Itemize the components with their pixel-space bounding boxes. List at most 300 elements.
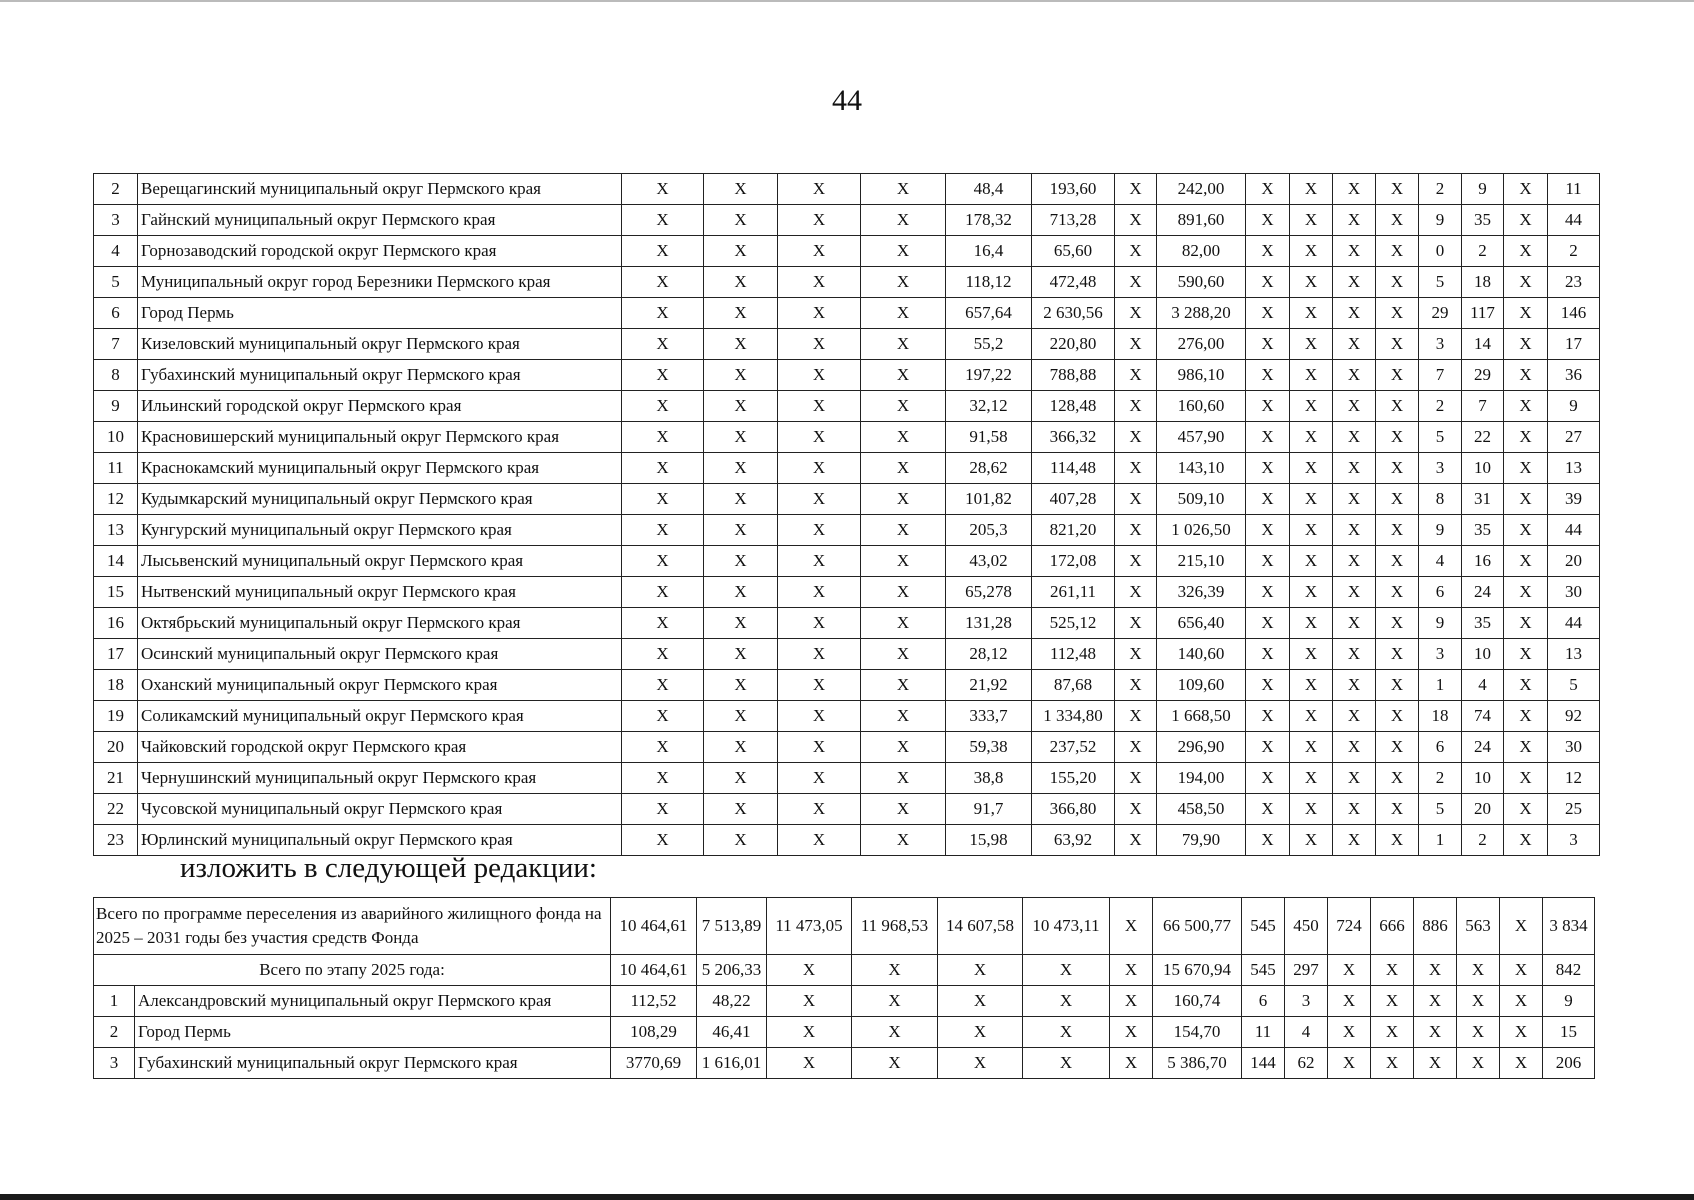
table-cell: 131,28 [946,608,1032,639]
table-cell: X [778,577,861,608]
table-cell: X [704,453,778,484]
table-cell: 112,48 [1032,639,1115,670]
table-cell: 172,08 [1032,546,1115,577]
table-cell: X [861,298,946,329]
table-cell: X [1110,1048,1153,1079]
table-cell: 28,62 [946,453,1032,484]
stage-cell: X [1023,955,1110,986]
table-cell: X [1290,174,1333,205]
table-cell: 143,10 [1157,453,1246,484]
table-cell: 46,41 [697,1017,767,1048]
table-row [94,639,1600,670]
table-cell: 25 [1548,794,1600,825]
table-cell: X [1290,267,1333,298]
table-cell: 91,7 [946,794,1032,825]
table-cell: 35 [1462,205,1504,236]
table-cell: X [852,1017,938,1048]
table-cell: 509,10 [1157,484,1246,515]
table-cell: 39 [1548,484,1600,515]
table-cell: 1 [1419,825,1462,856]
table-cell: X [1376,360,1419,391]
table-cell: X [861,484,946,515]
table-cell: 472,48 [1032,267,1115,298]
table-cell: X [1414,986,1457,1017]
stage-cell: X [1371,955,1414,986]
table-cell: 1 616,01 [697,1048,767,1079]
total-cell: 666 [1371,898,1414,955]
table-cell: 92 [1548,701,1600,732]
table-cell: X [1504,794,1548,825]
table-cell: X [1333,732,1376,763]
table-cell: X [704,267,778,298]
table-cell: X [1457,986,1500,1017]
table-cell: X [704,205,778,236]
stage-cell: 5 206,33 [697,955,767,986]
table-cell: 43,02 [946,546,1032,577]
table-cell: X [1333,701,1376,732]
table-cell: 23 [1548,267,1600,298]
table-cell: X [704,701,778,732]
table-cell: 44 [1548,515,1600,546]
table-cell: 16 [1462,546,1504,577]
table-cell: X [1333,639,1376,670]
table-cell: 3 [1285,986,1328,1017]
table-cell: X [1371,986,1414,1017]
total-cell: 886 [1414,898,1457,955]
table-cell: X [1333,205,1376,236]
table-cell: X [1290,639,1333,670]
table-cell: X [778,422,861,453]
table-cell: X [861,732,946,763]
table-cell: 8 [1419,484,1462,515]
municipality-name: Муниципальный округ город Березники Пермского края [138,267,622,298]
row-number: 16 [94,608,138,639]
table-cell: 9 [1419,608,1462,639]
table-cell: 9 [1543,986,1595,1017]
table-cell: X [1333,360,1376,391]
table-cell: 20 [1462,794,1504,825]
total-cell: 10 473,11 [1023,898,1110,955]
stage-cell: X [1500,955,1543,986]
table-row [94,453,1600,484]
table-cell: X [1333,763,1376,794]
table-cell: X [1246,391,1290,422]
row-number: 7 [94,329,138,360]
table-cell: X [704,484,778,515]
table-cell: X [1333,484,1376,515]
table-cell: X [1115,360,1157,391]
table-cell: X [938,1017,1023,1048]
row-number: 13 [94,515,138,546]
total-cell: X [1110,898,1153,955]
table-cell: 205,3 [946,515,1032,546]
table-cell: 6 [1419,732,1462,763]
table-row [94,670,1600,701]
table-cell: X [1290,391,1333,422]
table-cell: 2 630,56 [1032,298,1115,329]
table-cell: 101,82 [946,484,1032,515]
stage-cell: X [1414,955,1457,986]
municipality-name: Октябрьский муниципальный округ Пермского края [138,608,622,639]
table-cell: X [778,391,861,422]
table-cell: X [1290,577,1333,608]
table-cell: X [861,825,946,856]
table-cell: X [1376,608,1419,639]
table-cell: 1 026,50 [1157,515,1246,546]
municipality-name: Кунгурский муниципальный округ Пермского края [138,515,622,546]
table-cell: X [1246,360,1290,391]
table-row [94,236,1600,267]
total-cell: 11 968,53 [852,898,938,955]
table-cell: X [704,608,778,639]
municipality-name: Кизеловский муниципальный округ Пермского края [138,329,622,360]
table-cell: X [1376,329,1419,360]
table-cell: X [1290,546,1333,577]
municipality-name: Ильинский городской округ Пермского края [138,391,622,422]
municipality-name: Нытвенский муниципальный округ Пермского края [138,577,622,608]
table-cell: X [1504,453,1548,484]
table-cell: X [861,670,946,701]
table-cell: 821,20 [1032,515,1115,546]
total-cell: 3 834 [1543,898,1595,955]
total-cell: 724 [1328,898,1371,955]
table-cell: X [704,546,778,577]
table-cell: 9 [1462,174,1504,205]
table-row [94,174,1600,205]
table-cell: X [1500,986,1543,1017]
row-number: 15 [94,577,138,608]
table-cell: X [1246,577,1290,608]
table-cell: 62 [1285,1048,1328,1079]
table-cell: 7 [1462,391,1504,422]
table-cell: X [778,236,861,267]
table-cell: X [1246,174,1290,205]
table-cell: X [778,794,861,825]
table-cell: X [778,205,861,236]
table-row [94,515,1600,546]
row-number: 21 [94,763,138,794]
table-cell: 590,60 [1157,267,1246,298]
table-cell: X [704,732,778,763]
table-cell: X [622,174,704,205]
table-cell: X [1246,825,1290,856]
total-cell: 11 473,05 [767,898,852,955]
table-cell: 3 [1419,639,1462,670]
table-cell: X [778,453,861,484]
table-cell: 261,11 [1032,577,1115,608]
table-cell: X [1115,453,1157,484]
table-row [94,763,1600,794]
row-number: 12 [94,484,138,515]
table-cell: 5 386,70 [1153,1048,1242,1079]
table-cell: X [704,174,778,205]
table-cell: X [1376,298,1419,329]
table-cell: X [1333,453,1376,484]
table-cell: X [1376,794,1419,825]
municipality-name: Краснокамский муниципальный округ Пермского края [138,453,622,484]
stage-cell: X [852,955,938,986]
table-cell: X [1333,608,1376,639]
table-cell: 74 [1462,701,1504,732]
table-cell: 30 [1548,732,1600,763]
table-cell: X [1115,515,1157,546]
page-number: 44 [832,84,862,117]
table-cell: 36 [1548,360,1600,391]
table-cell: X [1500,1048,1543,1079]
table-row [94,484,1600,515]
program-total-label: Всего по программе переселения из аварийного жилищного фонда на 2025 – 2031 годы без участия средств Фонда [94,898,611,955]
municipality-name: Губахинский муниципальный округ Пермского края [135,1048,611,1079]
table-cell: 3 288,20 [1157,298,1246,329]
table-cell: X [861,236,946,267]
table-cell: X [1376,546,1419,577]
table-cell: X [622,577,704,608]
scan-top-edge [0,0,1694,2]
table-cell: 2 [1419,391,1462,422]
row-number: 9 [94,391,138,422]
table-cell: X [1376,577,1419,608]
total-cell: 66 500,77 [1153,898,1242,955]
table-cell: 29 [1462,360,1504,391]
row-number: 17 [94,639,138,670]
table-cell: X [1504,298,1548,329]
table-cell: X [1333,825,1376,856]
table-cell: X [778,670,861,701]
table-cell: X [861,763,946,794]
table-cell: 5 [1419,422,1462,453]
table-cell: X [1246,236,1290,267]
row-number: 22 [94,794,138,825]
table-cell: 112,52 [611,986,697,1017]
table-cell: X [778,329,861,360]
table-cell: X [1290,515,1333,546]
table-cell: X [1115,732,1157,763]
table-cell: X [1290,298,1333,329]
table-cell: 16,4 [946,236,1032,267]
table-cell: X [704,236,778,267]
stage-cell: 545 [1242,955,1285,986]
table-cell: X [1414,1017,1457,1048]
table-cell: X [1115,267,1157,298]
table-cell: 24 [1462,577,1504,608]
municipality-name: Горнозаводский городской округ Пермского края [138,236,622,267]
municipality-name: Верещагинский муниципальный округ Пермского края [138,174,622,205]
municipality-name: Губахинский муниципальный округ Пермского края [138,360,622,391]
table-cell: X [622,422,704,453]
table-cell: 21,92 [946,670,1032,701]
table-cell: X [1246,205,1290,236]
total-cell: 7 513,89 [697,898,767,955]
table-cell: 160,60 [1157,391,1246,422]
table-cell: X [1371,1017,1414,1048]
table-cell: 27 [1548,422,1600,453]
table-cell: X [1376,515,1419,546]
municipality-name: Гайнский муниципальный округ Пермского края [138,205,622,236]
table-cell: X [778,484,861,515]
table-cell: X [861,577,946,608]
table-row [94,422,1600,453]
table-cell: X [704,329,778,360]
table-cell: 160,74 [1153,986,1242,1017]
municipality-name: Красновишерский муниципальный округ Пермского края [138,422,622,453]
row-number: 14 [94,546,138,577]
table-cell: X [1457,1048,1500,1079]
table-cell: X [861,639,946,670]
table-cell: 20 [1548,546,1600,577]
table-cell: X [622,205,704,236]
table-cell: 87,68 [1032,670,1115,701]
table-cell: 4 [1285,1017,1328,1048]
table-row [94,360,1600,391]
table-cell: X [778,732,861,763]
table-cell: X [1376,236,1419,267]
table-cell: X [1504,732,1548,763]
table-cell: X [704,391,778,422]
table-cell: X [622,298,704,329]
table-cell: 14 [1462,329,1504,360]
table-cell: X [704,794,778,825]
table-cell: 5 [1548,670,1600,701]
table-cell: X [622,484,704,515]
table-row-program-total [94,898,1595,955]
table-cell: 154,70 [1153,1017,1242,1048]
table-cell: X [1371,1048,1414,1079]
table-cell: X [1290,360,1333,391]
table-cell: 38,8 [946,763,1032,794]
table-cell: X [778,267,861,298]
table-cell: X [622,763,704,794]
table-cell: 237,52 [1032,732,1115,763]
municipality-name: Александровский муниципальный округ Пермского края [135,986,611,1017]
table-cell: 4 [1419,546,1462,577]
table-cell: X [778,763,861,794]
table-cell: X [1110,986,1153,1017]
table-cell: X [778,360,861,391]
table-cell: 13 [1548,453,1600,484]
table-cell: X [1246,515,1290,546]
table-cell: X [861,546,946,577]
table-cell: X [861,205,946,236]
table-cell: X [1328,1048,1371,1079]
section-title: изложить в следующей редакции: [180,852,597,884]
table-cell: 242,00 [1157,174,1246,205]
table-cell: 193,60 [1032,174,1115,205]
table-cell: X [1290,236,1333,267]
municipality-name: Чайковский городской округ Пермского края [138,732,622,763]
row-number: 6 [94,298,138,329]
table-cell: X [1376,205,1419,236]
table-cell: X [1376,391,1419,422]
table-cell: X [622,329,704,360]
table-cell: X [622,794,704,825]
table-cell: X [1115,391,1157,422]
table-cell: 63,92 [1032,825,1115,856]
table-cell: X [1504,608,1548,639]
table-cell: X [1504,763,1548,794]
stage-total-label: Всего по этапу 2025 года: [94,955,611,986]
table-cell: X [1333,670,1376,701]
table-cell: 326,39 [1157,577,1246,608]
table-cell: X [1376,422,1419,453]
table-cell: X [622,515,704,546]
table-cell: X [622,701,704,732]
table-cell: 3770,69 [611,1048,697,1079]
table-cell: X [1023,1017,1110,1048]
table-cell: X [1414,1048,1457,1079]
table-cell: 333,7 [946,701,1032,732]
table-cell: 44 [1548,608,1600,639]
table-cell: X [1333,329,1376,360]
table-row [94,546,1600,577]
table-cell: 2 [1462,236,1504,267]
table-cell: X [1376,825,1419,856]
table-cell: X [1246,670,1290,701]
table-cell: X [1333,267,1376,298]
table-cell: X [1333,422,1376,453]
table-cell: 1 334,80 [1032,701,1115,732]
table-cell: X [1376,174,1419,205]
table-cell: X [1333,794,1376,825]
table-cell: 13 [1548,639,1600,670]
table-cell: X [622,453,704,484]
table-cell: 197,22 [946,360,1032,391]
table-cell: X [1376,453,1419,484]
table-cell: X [1246,422,1290,453]
table-cell: X [704,577,778,608]
table-cell: 194,00 [1157,763,1246,794]
table-cell: X [1290,763,1333,794]
table-cell: X [861,391,946,422]
table-cell: 128,48 [1032,391,1115,422]
table-cell: 3 [1419,329,1462,360]
table-row [94,298,1600,329]
table-row [94,701,1600,732]
table-row-stage-total [94,955,1595,986]
table-cell: X [1290,608,1333,639]
table-cell: 6 [1242,986,1285,1017]
table-cell: X [1333,298,1376,329]
table-cell: 28,12 [946,639,1032,670]
table-cell: X [622,236,704,267]
table-cell: 656,40 [1157,608,1246,639]
table-cell: 79,90 [1157,825,1246,856]
table-cell: X [1290,484,1333,515]
table-cell: X [1376,701,1419,732]
table-cell: 91,58 [946,422,1032,453]
row-number: 10 [94,422,138,453]
table-cell: 30 [1548,577,1600,608]
table-cell: X [704,360,778,391]
table-cell: X [861,453,946,484]
table-cell: 114,48 [1032,453,1115,484]
table-cell: 6 [1419,577,1462,608]
scan-bottom-edge [0,1194,1694,1200]
municipality-name: Осинский муниципальный округ Пермского края [138,639,622,670]
table-cell: 2 [1419,174,1462,205]
table-cell: X [1333,515,1376,546]
table-cell: X [1504,670,1548,701]
table-cell: X [861,422,946,453]
table-cell: 1 [1419,670,1462,701]
table-row [94,391,1600,422]
municipality-name: Лысьвенский муниципальный округ Пермского края [138,546,622,577]
table-cell: 2 [1462,825,1504,856]
table-cell: X [861,608,946,639]
table-cell: X [704,825,778,856]
table-cell: 155,20 [1032,763,1115,794]
table-cell: 986,10 [1157,360,1246,391]
table-cell: 366,32 [1032,422,1115,453]
